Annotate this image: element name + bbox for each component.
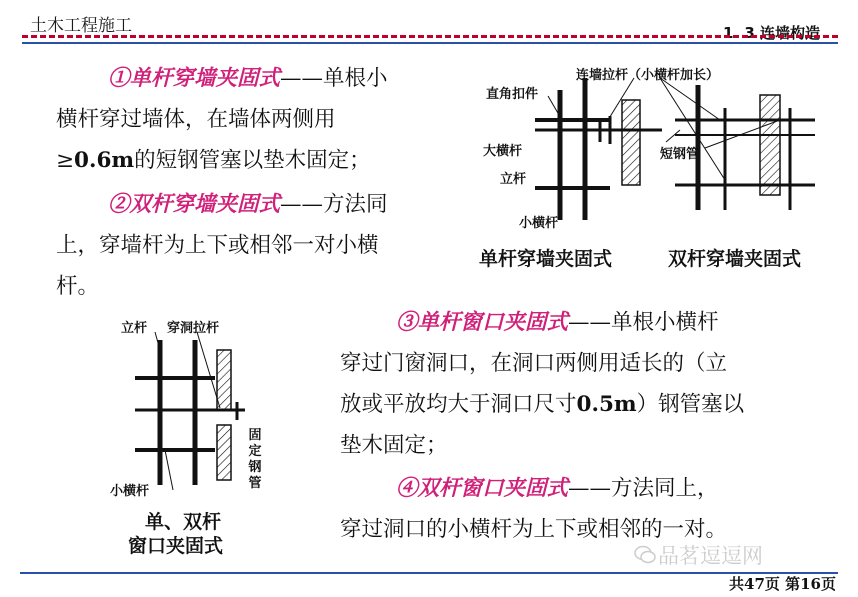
p3-dash: —— (568, 310, 612, 335)
section-title: 1. 3 连墙构造 (722, 24, 820, 42)
p2-number: ② (108, 192, 130, 217)
label-wall-tie: 连墙拉杆（小横杆加长） (576, 68, 720, 83)
label-fixed-pipe: 固定钢管 (248, 428, 262, 491)
p4-line2: 穿过洞口的小横杆为上下或相邻的一对。 (340, 517, 728, 542)
label-small-ledger-bottom: 小横杆 (110, 484, 150, 499)
p2-line3: 杆。 (56, 274, 100, 299)
p3-keyword: 单杆窗口夹固式 (417, 310, 569, 335)
paragraph-3 (340, 302, 840, 466)
p1-rest: 单根小 (323, 66, 388, 91)
wechat-icon (634, 545, 656, 565)
label-hole-tie: 穿洞拉杆 (167, 321, 220, 336)
p3-line2: 穿过门窗洞口，在洞口两侧用适长的（立 (340, 351, 728, 376)
p3-number: ③ (396, 310, 418, 335)
p2-line2: 上，穿墙杆为上下或相邻一对小横 (56, 233, 379, 258)
paragraph-2 (56, 184, 466, 307)
watermark-text: 品茗逗逗网 (658, 544, 763, 568)
header-divider-red (22, 35, 838, 38)
paragraph-4 (340, 468, 840, 550)
course-title: 土木工程施工 (30, 16, 132, 36)
p4-number: ④ (396, 476, 418, 501)
p3-line4: 垫木固定； (340, 433, 448, 458)
footer-divider (20, 572, 838, 574)
label-standard-bottom: 立杆 (121, 321, 148, 336)
p1-dash: —— (280, 66, 324, 91)
p4-dash: —— (568, 476, 612, 501)
caption-window-line1: 单、双杆 (145, 511, 222, 533)
p4-rest: 方法同上， (611, 476, 719, 501)
p3-rest: 单根小横杆 (611, 310, 719, 335)
header-divider-blue (22, 42, 838, 44)
p3-line3: 放或平放均大于洞口尺寸0.5m）钢管塞以 (340, 392, 745, 417)
p2-keyword: 双杆穿墙夹固式 (129, 192, 281, 217)
paragraph-1 (56, 58, 456, 181)
caption-window-line2: 窗口夹固式 (128, 535, 224, 557)
p1-number: ① (108, 66, 130, 91)
p2-rest: 方法同 (323, 192, 388, 217)
label-small-ledger-top: 小横杆 (519, 216, 559, 231)
p1-line2: 横杆穿过墙体，在墙体两侧用 (56, 107, 336, 132)
p4-keyword: 双杆窗口夹固式 (417, 476, 569, 501)
label-right-angle-fastener: 直角扣件 (486, 87, 539, 102)
p2-dash: —— (280, 192, 324, 217)
label-big-ledger: 大横杆 (483, 144, 523, 159)
caption-double-rod-wall: 双杆穿墙夹固式 (668, 248, 802, 270)
caption-single-rod-wall: 单杆穿墙夹固式 (479, 248, 613, 270)
page-counter: 共47页 第16页 (729, 575, 836, 593)
label-standard-top: 立杆 (500, 172, 527, 187)
label-short-pipe: 短钢管 (660, 147, 700, 162)
p1-line3: ≥0.6m的短钢管塞以垫木固定； (56, 148, 371, 173)
p1-keyword: 单杆穿墙夹固式 (129, 66, 281, 91)
